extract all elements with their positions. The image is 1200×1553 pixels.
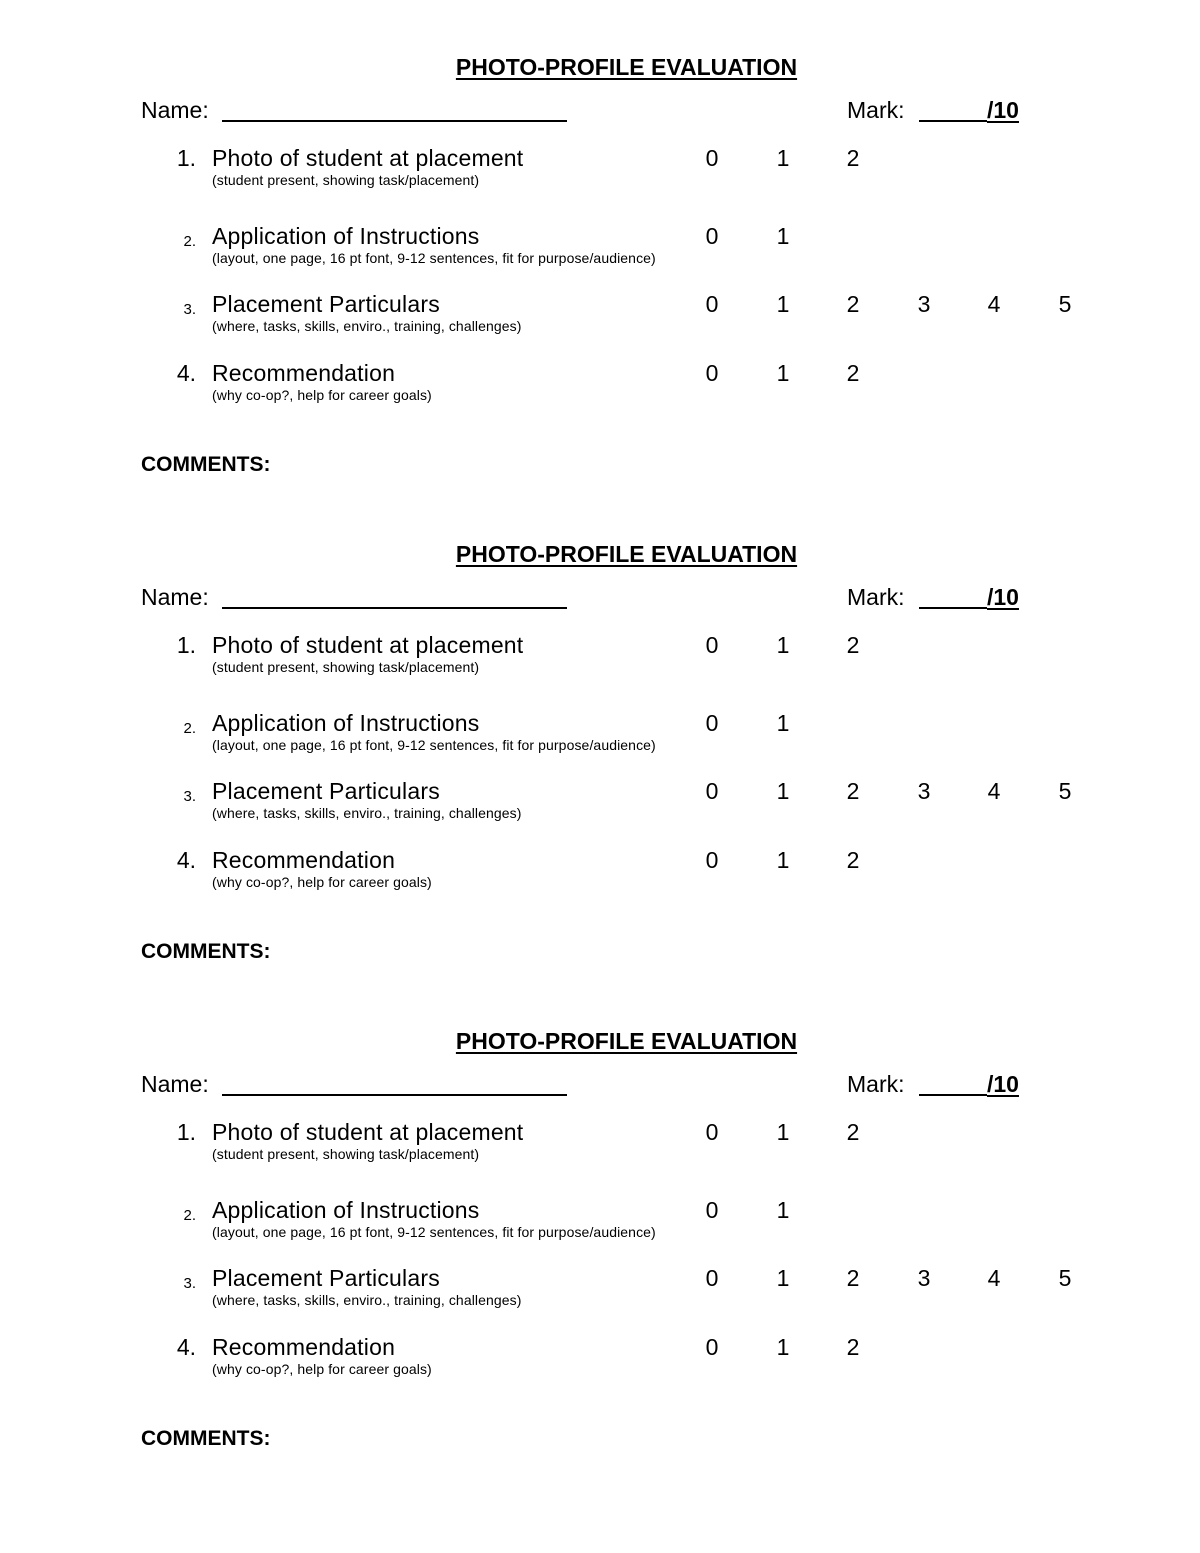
criterion-title: Placement Particulars — [212, 291, 440, 317]
score-option[interactable]: 1 — [776, 1119, 790, 1145]
score-option[interactable]: 1 — [776, 632, 790, 658]
score-option[interactable]: 0 — [705, 1265, 719, 1291]
comments-label: COMMENTS: — [141, 1427, 271, 1450]
score-option[interactable]: 0 — [705, 1119, 719, 1145]
criterion-number: 1. — [176, 145, 196, 171]
criterion-row — [0, 1117, 1200, 1177]
comments-label: COMMENTS: — [141, 940, 271, 963]
criterion-row — [0, 1263, 1200, 1323]
criterion-description: (layout, one page, 16 pt font, 9-12 sentences, fit for purpose/audience) — [212, 1224, 656, 1240]
score-option[interactable]: 1 — [776, 847, 790, 873]
criterion-description: (student present, showing task/placement) — [212, 172, 480, 188]
criterion-number: 2. — [183, 1207, 196, 1224]
criterion-row — [0, 776, 1200, 836]
evaluation-form — [0, 1026, 1200, 1466]
criterion-number: 4. — [176, 1334, 196, 1360]
score-option[interactable]: 3 — [917, 778, 931, 804]
criterion-title: Recommendation — [212, 360, 396, 386]
score-option[interactable]: 1 — [776, 1197, 790, 1223]
criterion-row — [0, 358, 1200, 418]
criterion-description: (where, tasks, skills, enviro., training, challenges) — [212, 1292, 522, 1308]
criterion-number: 4. — [176, 360, 196, 386]
criterion-description: (where, tasks, skills, enviro., training, challenges) — [212, 318, 522, 334]
score-option[interactable]: 1 — [776, 778, 790, 804]
score-option[interactable]: 1 — [776, 291, 790, 317]
score-option[interactable]: 2 — [846, 360, 860, 386]
name-label: Name: — [141, 1071, 209, 1097]
criterion-row — [0, 1332, 1200, 1392]
comments-label: COMMENTS: — [141, 453, 271, 476]
mark-field[interactable] — [919, 607, 987, 609]
score-option[interactable]: 4 — [987, 778, 1001, 804]
criterion-description: (why co-op?, help for career goals) — [212, 387, 432, 403]
criterion-row — [0, 708, 1200, 768]
score-option[interactable]: 0 — [705, 145, 719, 171]
criterion-title: Photo of student at placement — [212, 1119, 524, 1145]
form-title: PHOTO-PROFILE EVALUATION — [455, 54, 798, 80]
criterion-title: Application of Instructions — [212, 1197, 480, 1223]
name-label: Name: — [141, 584, 209, 610]
criterion-number: 4. — [176, 847, 196, 873]
score-option[interactable]: 0 — [705, 1334, 719, 1360]
score-option[interactable]: 2 — [846, 1265, 860, 1291]
criterion-description: (student present, showing task/placement) — [212, 1146, 480, 1162]
criterion-number: 3. — [183, 301, 196, 318]
score-option[interactable]: 4 — [987, 1265, 1001, 1291]
score-option[interactable]: 1 — [776, 360, 790, 386]
criterion-title: Placement Particulars — [212, 778, 440, 804]
name-label: Name: — [141, 97, 209, 123]
criterion-number: 1. — [176, 1119, 196, 1145]
score-option[interactable]: 0 — [705, 291, 719, 317]
criterion-row — [0, 845, 1200, 905]
score-option[interactable]: 5 — [1058, 778, 1072, 804]
criterion-description: (layout, one page, 16 pt font, 9-12 sentences, fit for purpose/audience) — [212, 737, 656, 753]
score-option[interactable]: 3 — [917, 291, 931, 317]
mark-total: /10 — [987, 97, 1019, 123]
mark-label: Mark: — [847, 97, 905, 123]
evaluation-form — [0, 52, 1200, 492]
form-title: PHOTO-PROFILE EVALUATION — [455, 1028, 798, 1054]
score-option[interactable]: 0 — [705, 1197, 719, 1223]
score-option[interactable]: 0 — [705, 778, 719, 804]
score-option[interactable]: 1 — [776, 145, 790, 171]
score-option[interactable]: 0 — [705, 710, 719, 736]
score-option[interactable]: 5 — [1058, 1265, 1072, 1291]
score-option[interactable]: 3 — [917, 1265, 931, 1291]
score-option[interactable]: 1 — [776, 1334, 790, 1360]
criterion-row — [0, 143, 1200, 203]
criterion-title: Recommendation — [212, 1334, 396, 1360]
evaluation-form — [0, 539, 1200, 979]
criterion-title: Application of Instructions — [212, 223, 480, 249]
criterion-number: 2. — [183, 233, 196, 250]
score-option[interactable]: 0 — [705, 223, 719, 249]
score-option[interactable]: 0 — [705, 847, 719, 873]
criterion-title: Photo of student at placement — [212, 632, 524, 658]
score-option[interactable]: 2 — [846, 847, 860, 873]
criterion-row — [0, 221, 1200, 281]
score-option[interactable]: 1 — [776, 710, 790, 736]
mark-label: Mark: — [847, 584, 905, 610]
name-field[interactable] — [222, 120, 567, 122]
criterion-number: 3. — [183, 788, 196, 805]
score-option[interactable]: 1 — [776, 1265, 790, 1291]
criterion-description: (why co-op?, help for career goals) — [212, 1361, 432, 1377]
mark-field[interactable] — [919, 120, 987, 122]
criterion-title: Photo of student at placement — [212, 145, 524, 171]
criterion-title: Application of Instructions — [212, 710, 480, 736]
score-option[interactable]: 2 — [846, 778, 860, 804]
criterion-row — [0, 1195, 1200, 1255]
criterion-description: (student present, showing task/placement) — [212, 659, 480, 675]
mark-total: /10 — [987, 584, 1019, 610]
form-title: PHOTO-PROFILE EVALUATION — [455, 541, 798, 567]
score-option[interactable]: 2 — [846, 1119, 860, 1145]
score-option[interactable]: 2 — [846, 1334, 860, 1360]
score-option[interactable]: 1 — [776, 223, 790, 249]
mark-field[interactable] — [919, 1094, 987, 1096]
score-option[interactable]: 0 — [705, 360, 719, 386]
criterion-description: (why co-op?, help for career goals) — [212, 874, 432, 890]
score-option[interactable]: 0 — [705, 632, 719, 658]
criterion-number: 2. — [183, 720, 196, 737]
criterion-title: Placement Particulars — [212, 1265, 440, 1291]
score-option[interactable]: 2 — [846, 145, 860, 171]
mark-total: /10 — [987, 1071, 1019, 1097]
mark-label: Mark: — [847, 1071, 905, 1097]
criterion-description: (layout, one page, 16 pt font, 9-12 sentences, fit for purpose/audience) — [212, 250, 656, 266]
criterion-description: (where, tasks, skills, enviro., training, challenges) — [212, 805, 522, 821]
criterion-number: 1. — [176, 632, 196, 658]
criterion-row — [0, 630, 1200, 690]
score-option[interactable]: 4 — [987, 291, 1001, 317]
name-field[interactable] — [222, 1094, 567, 1096]
score-option[interactable]: 5 — [1058, 291, 1072, 317]
criterion-title: Recommendation — [212, 847, 396, 873]
criterion-number: 3. — [183, 1275, 196, 1292]
name-field[interactable] — [222, 607, 567, 609]
criterion-row — [0, 289, 1200, 349]
score-option[interactable]: 2 — [846, 632, 860, 658]
score-option[interactable]: 2 — [846, 291, 860, 317]
